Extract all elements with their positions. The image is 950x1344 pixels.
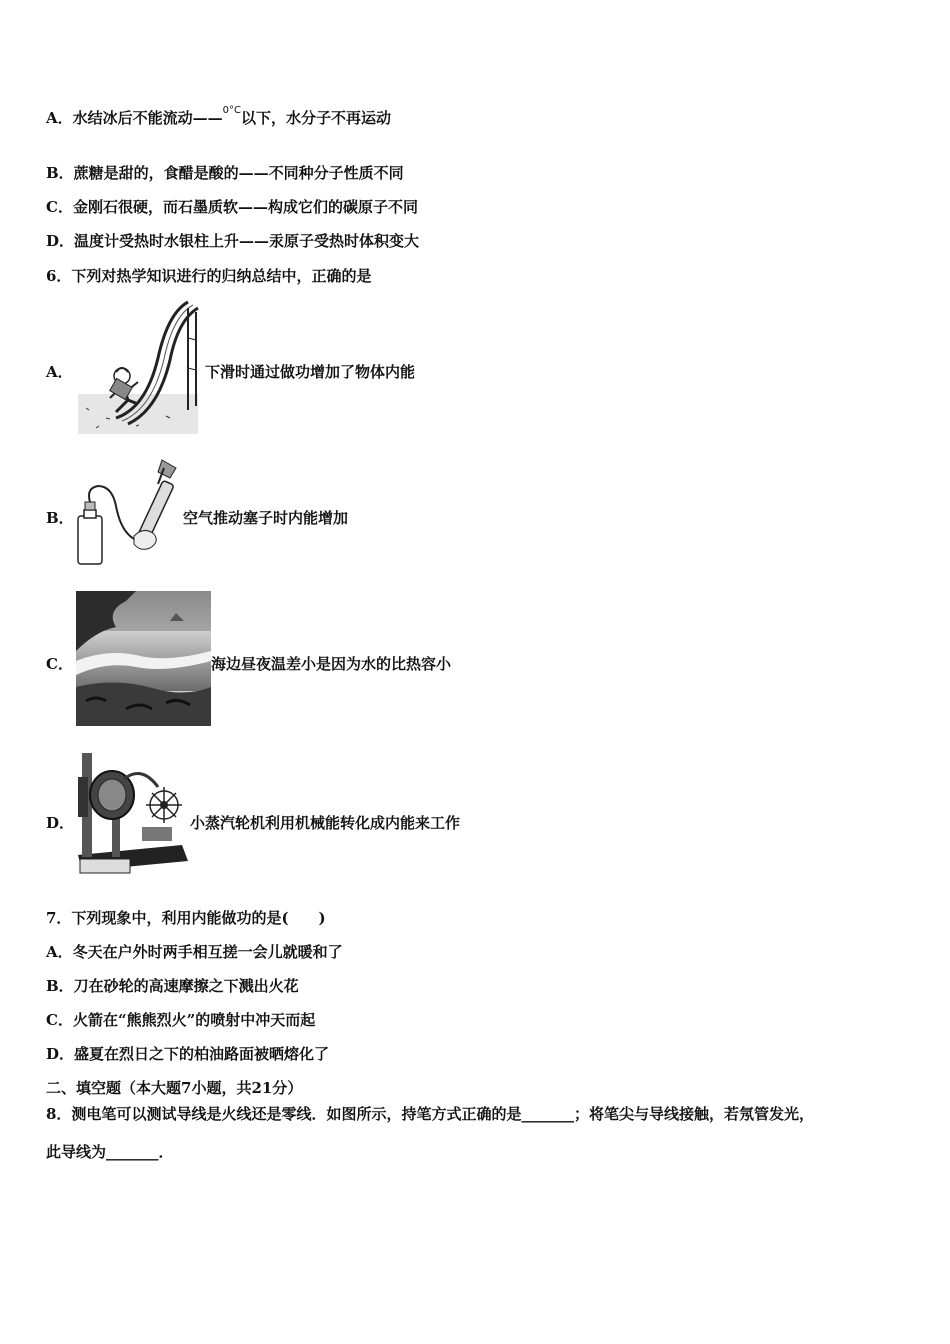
seaside-photo (76, 591, 211, 726)
q5-option-c: C．金刚石很硬，而石墨质软——构成它们的碳原子不同 (46, 198, 418, 216)
q6-d-text: 小蒸汽轮机利用机械能转化成内能来工作 (190, 814, 461, 832)
q5-option-a-post: 以下，水分子不再运动 (241, 109, 392, 127)
q6-c-text: 海边昼夜温差小是因为水的比热容小 (211, 655, 452, 673)
q6-c-label: C． (46, 655, 73, 673)
q7-option-c: C．火箭在“熊熊烈火”的喷射中冲天而起 (46, 1011, 316, 1029)
q5-option-d: D．温度计受热时水银柱上升——汞原子受热时体积变大 (46, 232, 420, 250)
q7-option-d: D．盛夏在烈日之下的柏油路面被晒熔化了 (46, 1045, 330, 1063)
pump-bottle-figure (72, 456, 184, 570)
q7-stem: 7．下列现象中，利用内能做功的是( ) (46, 909, 326, 927)
q6-a-text: 下滑时通过做功增加了物体内能 (205, 363, 416, 381)
q8-line2: 此导线为_______． (46, 1143, 174, 1161)
slide-figure (76, 298, 204, 436)
q5-option-a-pre: A．水结冰后不能流动—— (46, 109, 223, 127)
q5-option-a (46, 105, 392, 131)
q6-b-label: B． (46, 509, 74, 527)
q5-option-b: B．蔗糖是甜的，食醋是酸的——不同种分子性质不同 (46, 164, 404, 182)
steam-turbine-figure (72, 747, 190, 875)
q5-option-a-sup: 0°C (222, 105, 241, 116)
q6-a-label: A． (46, 363, 73, 381)
q7-option-b: B．刀在砂轮的高速摩擦之下溅出火花 (46, 977, 299, 995)
q6-b-text: 空气推动塞子时内能增加 (183, 509, 349, 527)
q7-option-a: A．冬天在户外时两手相互搓一会儿就暖和了 (46, 943, 343, 961)
q6-d-label: D． (46, 814, 75, 832)
q6-stem: 6．下列对热学知识进行的归纳总结中，正确的是 (46, 267, 372, 285)
q8-line1: 8．测电笔可以测试导线是火线还是零线．如图所示，持笔方式正确的是_______；将笔尖与导线接触，若氖管发光， (46, 1105, 814, 1123)
section-title-fill-blank: 二、填空题（本大题7小题，共21分） (46, 1079, 303, 1097)
